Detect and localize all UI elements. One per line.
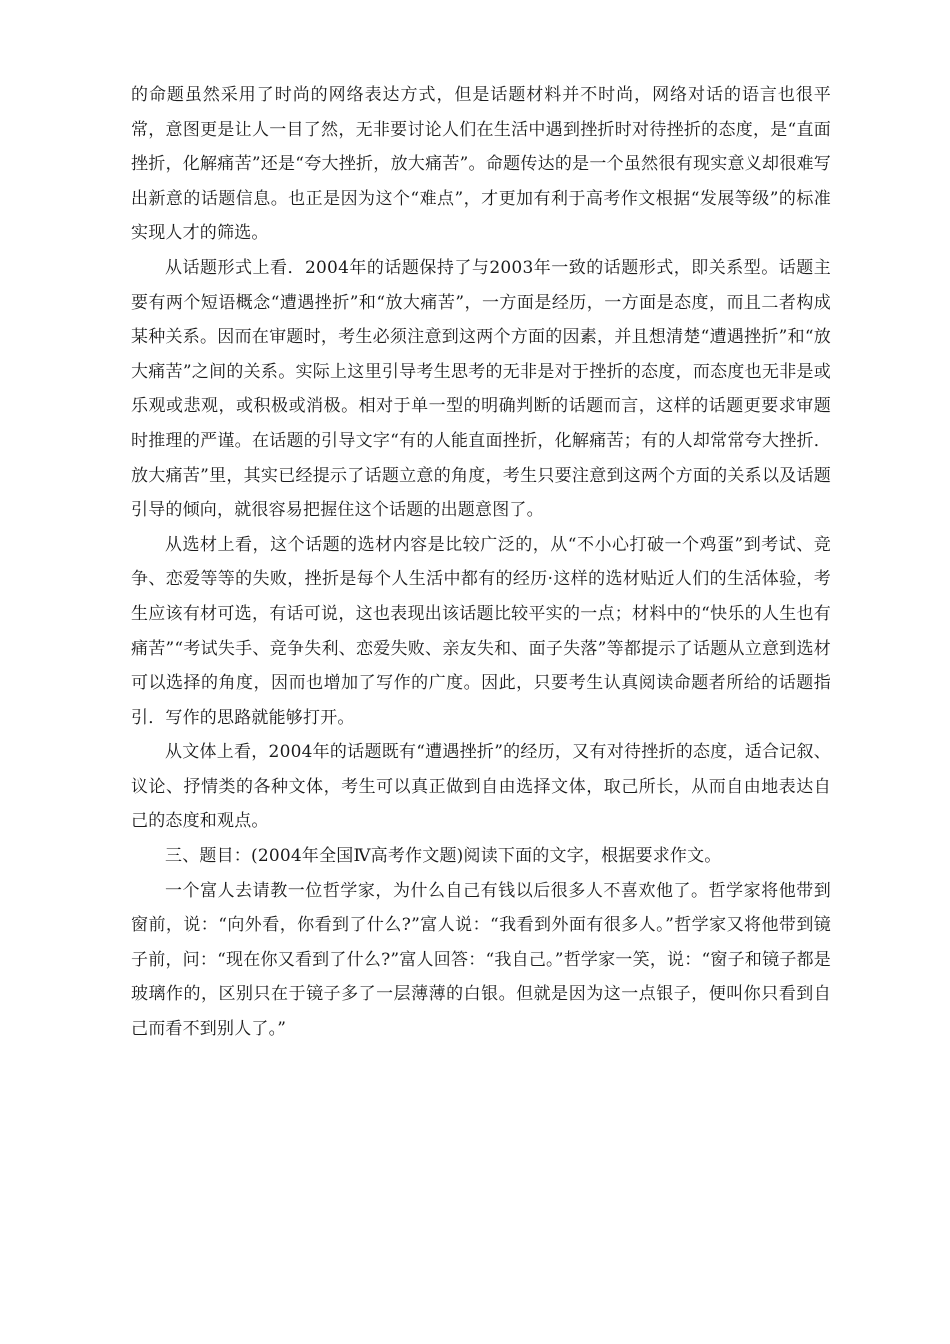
paragraph-question-heading: 三、题目：(2004年全国Ⅳ高考作文题)阅读下面的文字，根据要求作文。 [165, 846, 722, 867]
paragraph-topic-intro: 的命题虽然采用了时尚的网络表达方式，但是话题材料并不时尚，网络对话的语言也很平常，意图更是让人一目了然，无非要讨论人们在生活中遇到挫折时对待挫折的态度，是“直面挫折，化解痛苦”还是“夸大挫折，放大痛苦”。命题传达的是一个虽然很有现实意义却很难写出新意的话题信息。也正是因为这个“难点”，才更加有利于高考作文根据“发展等级”的标准实现人才的筛选。 [131, 85, 831, 244]
paragraph-material-selection: 从选材上看，这个话题的选材内容是比较广泛的，从“不小心打破一个鸡蛋”到考试、竞争、恋爱等等的失败，挫折是每个人生活中都有的经历·这样的选材贴近人们的生活体验，考生应该有材可选，有话可说，这也表现出该话题比较平实的一点；材料中的“快乐的人生也有痛苦”“考试失手、竞争失利、恋爱失败、亲友失和、面子失落”等都提示了话题从立意到选材可以选择的角度，因而也增加了写作的广度。因此，只要考生认真阅读命题者所给的话题指引．写作的思路就能够打开。 [131, 534, 831, 728]
paragraph-genre: 从文体上看，2004年的话题既有“遭遇挫折”的经历，又有对待挫折的态度，适合记叙、议论、抒情类的各种文体，考生可以真正做到自由选择文体，取己所长，从而自由地表达自己的态度和观点。 [131, 742, 831, 832]
paragraph-topic-form: 从话题形式上看．2004年的话题保持了与2003年一致的话题形式，即关系型。话题主要有两个短语概念“遭遇挫折”和“放大痛苦”，一方面是经历，一方面是态度，而且二者构成某种关系。因而在审题时，考生必须注意到这两个方面的因素，并且想清楚“遭遇挫折”和“放大痛苦”之间的关系。实际上这里引导考生思考的无非是对于挫折的态度，而态度也无非是或乐观或悲观，或积极或消极。相对于单一型的明确判断的话题而言，这样的话题更要求审题时推理的严谨。在话题的引导文字“有的人能直面挫折，化解痛苦；有的人却常常夸大挫折．放大痛苦”里，其实已经提示了话题立意的角度，考生只要注意到这两个方面的关系以及话题引导的倾向，就很容易把握住这个话题的出题意图了。 [131, 257, 831, 521]
paragraph-story: 一个富人去请教一位哲学家，为什么自己有钱以后很多人不喜欢他了。哲学家将他带到窗前，说：“向外看，你看到了什么?”富人说：“我看到外面有很多人。”哲学家又将他带到镜子前，问：“现在你又看到了什么?”富人回答：“我自己。”哲学家一笑，说：“窗子和镜子都是玻璃作的，区别只在于镜子多了一层薄薄的白银。但就是因为这一点银子，便叫你只看到自己而看不到别人了。” [131, 880, 831, 1040]
document-page [131, 78, 831, 1047]
